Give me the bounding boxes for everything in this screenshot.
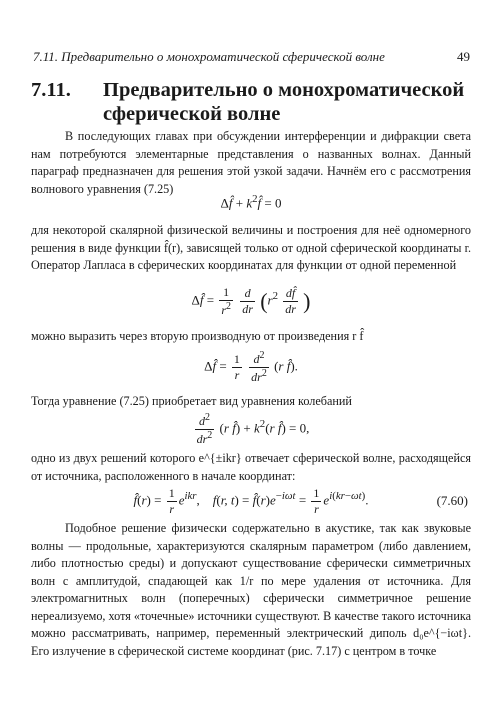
page-number: 49	[457, 49, 470, 64]
equation-second-derivative: Δf̂ = $\frac{1}{r}$ $\frac{d^2}{dr^2}$ (r f̂).	[204, 350, 298, 384]
section-title-line1: Предварительно о монохроматической	[103, 79, 465, 101]
running-head	[33, 49, 470, 65]
paragraph-3: можно выразить через вторую производную от произведения r f̂	[31, 329, 364, 343]
paragraph-6: Подобное решение физически содержательно в акустике, так как звуковые волны — продольные, характеризуются скалярным параметром (либо давлением, либо плотностью среды) и допускают существование сферически симметричных волн с амплитудой, спадающей как 1/r по мере удаления от источника. Для электромагнитных волн (поперечных) сферически симметричное решение нереализуемо, хотя «точечные» источники существуют. В качестве такого источника можно рассматривать, например, переменный электрический диполь d₀e^{−iωt}. Его излучение в сферической системе координат (рис. 7.17) с центром в точке	[31, 521, 472, 658]
paragraph-5: одно из двух решений которого e^{±ikr} отвечает сферической волне, расходящейся от источника, расположенного в начале координат:	[31, 451, 471, 483]
section-title-line2: сферической волне	[103, 103, 281, 125]
running-title: 7.11. Предварительно о монохроматической сферической волне	[33, 49, 385, 64]
equation-number: (7.60)	[436, 493, 468, 508]
paragraph-1: В последующих главах при обсуждении интерференции и дифракции света нам потребуются элементарные представления о названных волнах. Данный параграф предназначен для решения этой узкой задачи. Начнём его с рассмотрения волнового уравнения (7.25)	[31, 129, 471, 196]
paragraph-4: Тогда уравнение (7.25) приобретает вид уравнения колебаний	[31, 394, 352, 408]
equation-laplacian: Δf̂ = $\frac{1}{r^2}$ $\frac{d}{dr}$ ($r^2$ $\frac{df̂}{dr}$ )	[191, 285, 311, 317]
paragraph-2: для некоторой скалярной физической величины и построения для неё одномерного решения в виде функции f̂(r), зависящей только от одной сферической координаты r. Оператор Лапласа в сферических координатах для функции от одной переменной	[31, 223, 471, 272]
equation-wave: Δf̂ + $k^2f̂ = 0$	[220, 193, 282, 211]
equation-7-60: f̂(r) = $\frac{1}{r}$ $e^{ikr}$, f(r, $t) = f̂(r)e^{-i\omega t}$ = $\frac{1}{r}$ $e^{i(kr-\omega t)}$.	[133, 486, 369, 516]
section-number: 7.11.	[31, 79, 71, 101]
section-title	[31, 78, 471, 126]
equation-oscillation: $\frac{d^2}{dr^2}$ (r f̂) + $k^2(r$ f̂) = 0,	[196, 412, 310, 446]
